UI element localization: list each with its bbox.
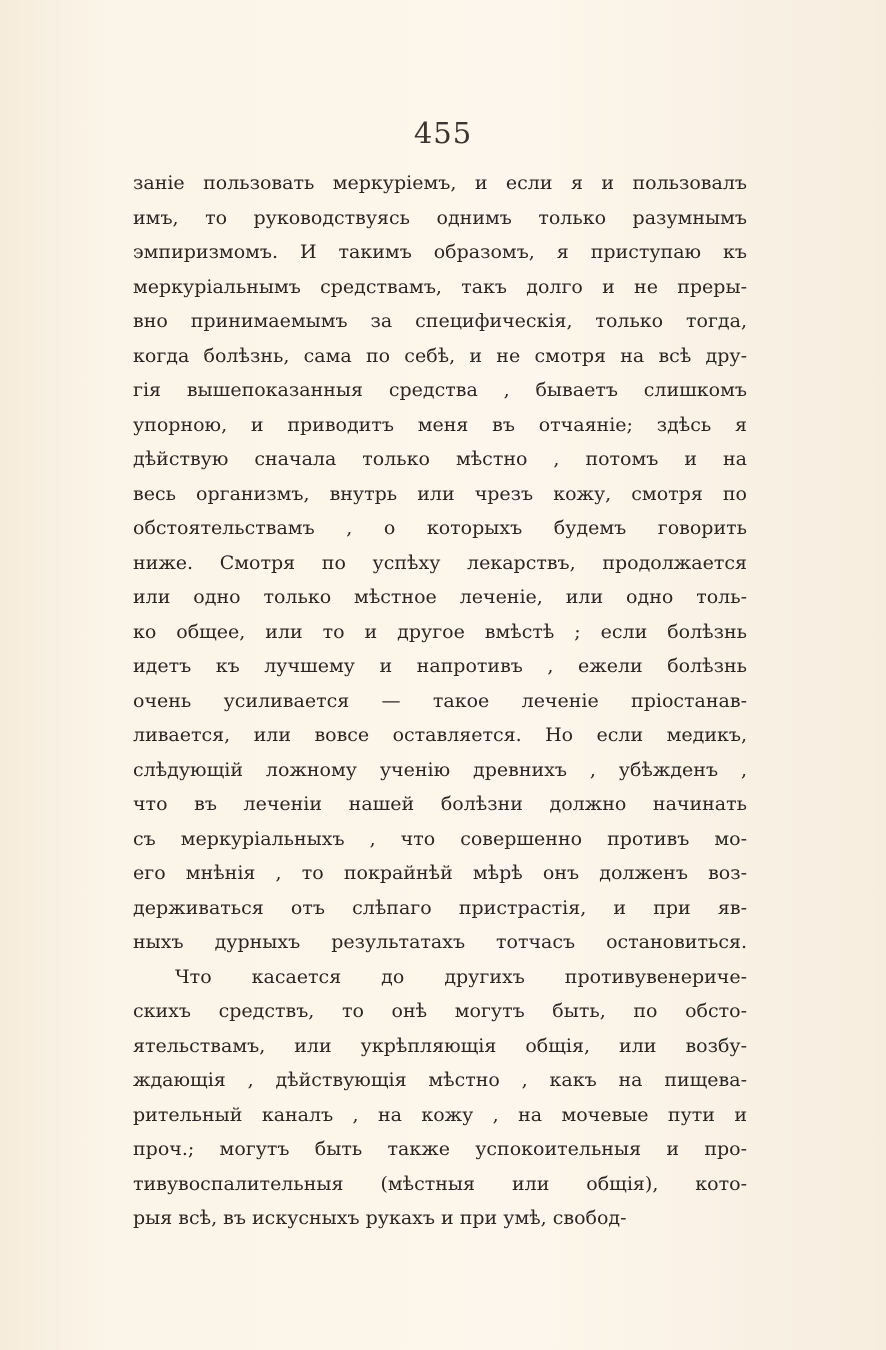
text-line: ко общее, или то и другое вмѣстѣ ; если болѣзнь bbox=[133, 620, 747, 643]
text-line: тивувоспалительныя (мѣстныя или общія), кото- bbox=[133, 1172, 747, 1195]
text-line: его мнѣнія , то покрайнѣй мѣрѣ онъ долженъ воз- bbox=[133, 862, 747, 884]
text-line: меркуріальнымъ средствамъ, такъ долго и не преры- bbox=[133, 275, 747, 298]
text-line: ниже. Смотря по успѣху лекарствъ, продолжается bbox=[133, 551, 747, 574]
text-line: рыя всѣ, въ искусныхъ рукахъ и при умѣ, свобод- bbox=[133, 1207, 627, 1229]
text-line: эмпиризмомъ. И такимъ образомъ, я приступаю къ bbox=[133, 241, 747, 263]
text-line: упорною, и приводитъ меня въ отчаяніе; здѣсь я bbox=[133, 413, 747, 436]
text-line: проч.; могутъ быть также успокоительныя и про- bbox=[133, 1138, 747, 1160]
text-line: что въ леченіи нашей болѣзни должно начинать bbox=[133, 793, 747, 815]
text-line: ждающія , дѣйствующія мѣстно , какъ на пищева- bbox=[133, 1069, 747, 1091]
text-line: Что касается до другихъ противувенериче- bbox=[175, 965, 747, 988]
text-line: идетъ къ лучшему и напротивъ , ежели болѣзнь bbox=[133, 655, 747, 677]
text-line: гія вышепоказанныя средства , бываетъ слишкомъ bbox=[133, 379, 747, 401]
text-line: скихъ средствъ, то онѣ могутъ быть, по обсто- bbox=[133, 1000, 747, 1022]
body-text bbox=[133, 166, 747, 1236]
text-line: когда болѣзнь, сама по себѣ, и не смотря на всѣ дру- bbox=[133, 344, 747, 367]
text-line: очень усиливается — такое леченіе пріостанав- bbox=[133, 689, 747, 712]
text-line: ливается, или вовсе оставляется. Но если медикъ, bbox=[133, 724, 747, 746]
text-line: вно принимаемымъ за специфическія, только тогда, bbox=[133, 310, 747, 332]
text-line: рительный каналъ , на кожу , на мочевые пути и bbox=[133, 1103, 747, 1126]
text-line: ныхъ дурныхъ результатахъ тотчасъ остановиться. bbox=[133, 931, 747, 953]
text-line: обстоятельствамъ , о которыхъ будемъ говорить bbox=[133, 517, 747, 539]
page-number: 455 bbox=[413, 116, 473, 150]
text-line: слѣдующій ложному ученію древнихъ , убѣжденъ , bbox=[133, 758, 747, 781]
text-line: ятельствамъ, или укрѣпляющія общія, или возбу- bbox=[133, 1034, 747, 1057]
text-line: или одно только мѣстное леченіе, или одно толь- bbox=[133, 586, 747, 608]
text-line: имъ, то руководствуясь однимъ только разумнымъ bbox=[133, 206, 747, 229]
text-line: дѣйствую сначала только мѣстно , потомъ и на bbox=[133, 448, 747, 470]
text-line: весь организмъ, внутрь или чрезъ кожу, смотря по bbox=[133, 482, 747, 505]
text-line: держиваться отъ слѣпаго пристрастія, и при яв- bbox=[133, 896, 747, 919]
text-line: заніе пользовать меркуріемъ, и если я и пользовалъ bbox=[133, 172, 747, 194]
text-line: съ меркуріальныхъ , что совершенно противъ мо- bbox=[133, 827, 747, 850]
